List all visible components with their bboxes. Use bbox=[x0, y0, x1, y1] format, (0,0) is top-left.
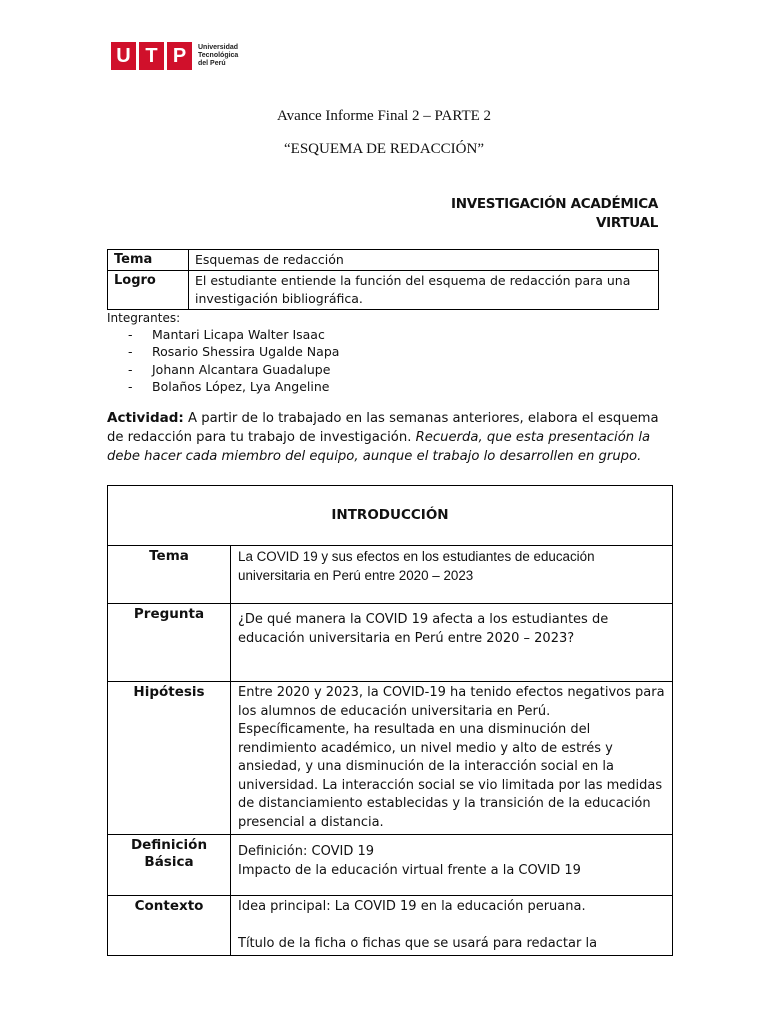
tema-value: Esquemas de redacción bbox=[189, 250, 659, 271]
table-row bbox=[108, 896, 673, 956]
course-name: INVESTIGACIÓN ACADÉMICA VIRTUAL bbox=[450, 196, 658, 231]
pregunta-value: ¿De qué manera la COVID 19 afecta a los estudiantes de educación universitaria en Perú entre 2020 – 2023? bbox=[231, 604, 673, 682]
intro-tema-label: Tema bbox=[108, 546, 231, 604]
hipotesis-label: Hipótesis bbox=[108, 682, 231, 835]
actividad-text: A partir de lo trabajado en las semanas anteriores, elabora el esquema de redacción para tu trabajo de investigación. bbox=[107, 411, 659, 445]
utp-logo bbox=[111, 42, 238, 70]
members-list bbox=[128, 326, 339, 396]
definicion-label: Definición Básica bbox=[108, 835, 231, 896]
logo-letter-t: T bbox=[139, 42, 164, 70]
logo-letter-u: U bbox=[111, 42, 136, 70]
intro-tema-value: La COVID 19 y sus efectos en los estudiantes de educación universitaria en Perú entre 2020 – 2023 bbox=[231, 546, 673, 604]
contexto-label: Contexto bbox=[108, 896, 231, 956]
hipotesis-value: Entre 2020 y 2023, la COVID-19 ha tenido efectos negativos para los alumnos de educación universitaria en Perú. Específicamente, ha resultada en una disminución del rendimiento académico, un nivel medio y alto de estrés y ansiedad, y una disminución de la interacción social en la universidad. La interacción social se vio limitada por las medidas de distanciamiento establecidas y la transición de la educación presencial a distancia. bbox=[231, 682, 673, 835]
logo-letter-p: P bbox=[167, 42, 192, 70]
actividad-label: Actividad: bbox=[107, 410, 184, 426]
definicion-value: Definición: COVID 19 Impacto de la educación virtual frente a la COVID 19 bbox=[231, 835, 673, 896]
logro-value: El estudiante entiende la función del esquema de redacción para una investigación bibliográfica. bbox=[189, 271, 659, 310]
table-row bbox=[108, 835, 673, 896]
table-row bbox=[108, 682, 673, 835]
pregunta-label: Pregunta bbox=[108, 604, 231, 682]
table-row bbox=[108, 250, 659, 271]
actividad-note: Recuerda, que esta presentación la debe hacer cada miembro del equipo, aunque el trabajo lo desarrollen en grupo. bbox=[107, 430, 651, 464]
logo-text: Universidad Tecnológica del Perú bbox=[198, 44, 239, 67]
list-item: - Bolaños López, Lya Angeline bbox=[128, 379, 330, 395]
actividad-paragraph bbox=[107, 409, 667, 466]
table-row bbox=[108, 271, 659, 310]
introduccion-table bbox=[107, 485, 673, 956]
tema-label: Tema bbox=[108, 250, 189, 271]
introduccion-heading: INTRODUCCIÓN bbox=[108, 486, 673, 546]
document-title: Avance Informe Final 2 – PARTE 2 bbox=[276, 108, 492, 124]
contexto-value: Idea principal: La COVID 19 en la educación peruana. Título de la ficha o fichas que se usará para redactar la bbox=[231, 896, 673, 956]
table-row bbox=[108, 546, 673, 604]
document-subtitle: “ESQUEMA DE REDACCIÓN” bbox=[284, 141, 484, 157]
integrantes-label: Integrantes: bbox=[107, 311, 181, 325]
list-item: - Rosario Shessira Ugalde Napa bbox=[128, 344, 340, 360]
info-table bbox=[107, 249, 659, 310]
logro-label: Logro bbox=[108, 271, 189, 310]
list-item: - Mantari Licapa Walter Isaac bbox=[128, 327, 325, 342]
list-item: - Johann Alcantara Guadalupe bbox=[128, 361, 331, 377]
table-row bbox=[108, 604, 673, 682]
table-row bbox=[108, 486, 673, 546]
